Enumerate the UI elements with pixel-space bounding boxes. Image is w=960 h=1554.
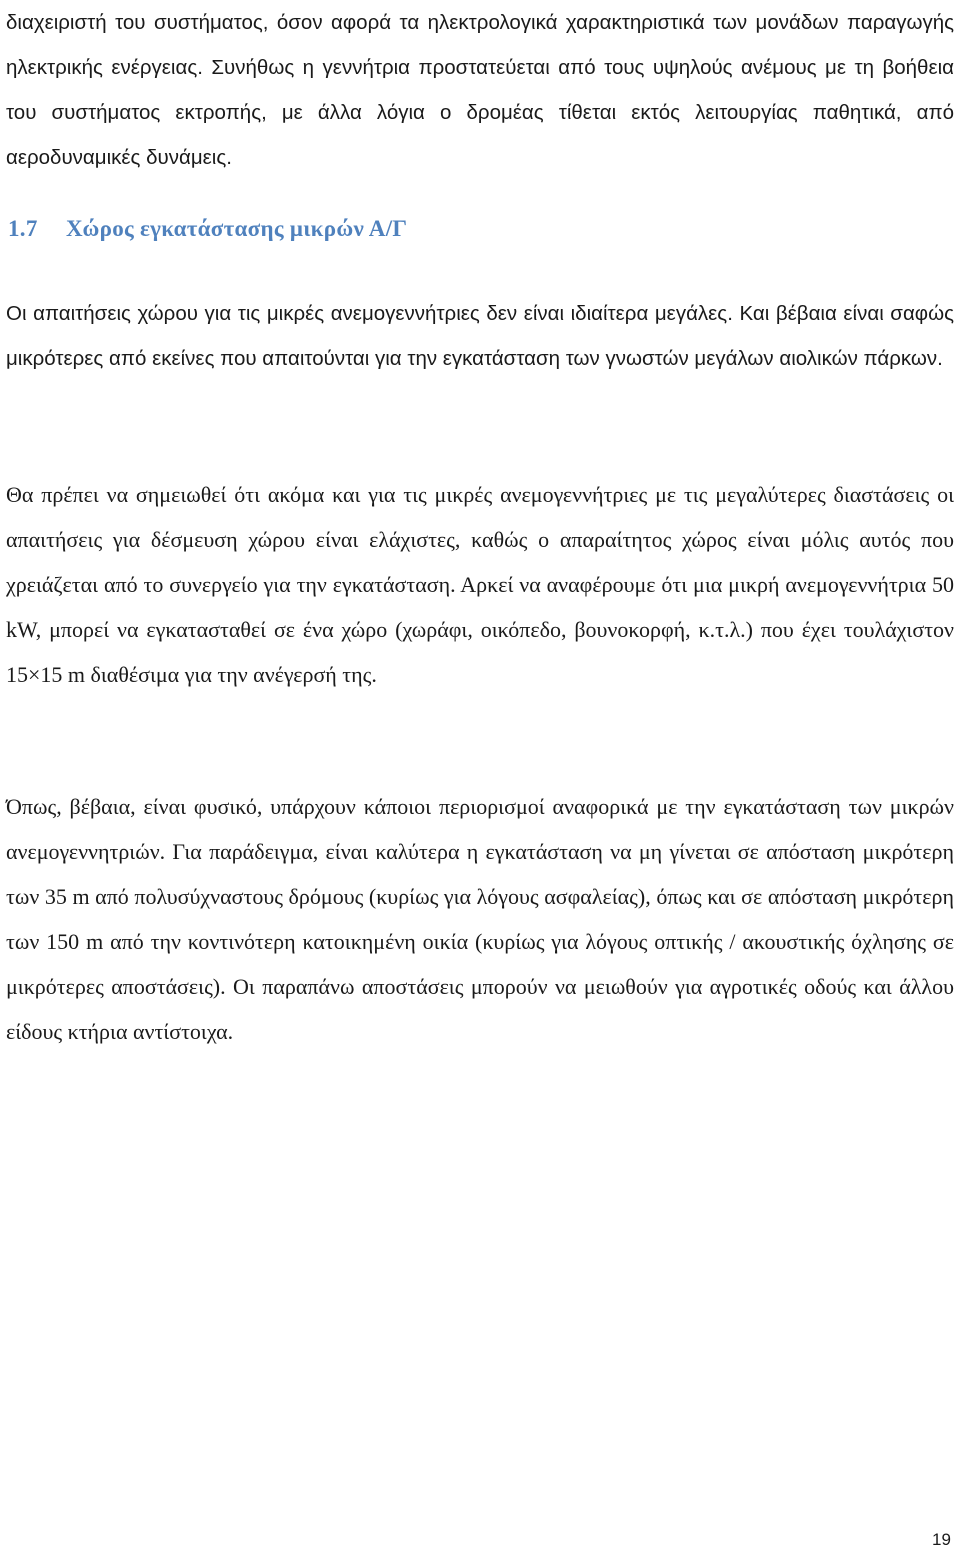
- body-paragraph-space-requirements: Οι απαιτήσεις χώρου για τις μικρές ανεμογεννήτριες δεν είναι ιδιαίτερα μεγάλες. Και βέβαια είναι σαφώς μικρότερες από εκείνες που απαιτούνται για την εγκατάσταση των γνωστών μεγάλων αιολικών πάρκων.: [6, 302, 954, 370]
- body-paragraph-minimal-space: Θα πρέπει να σημειωθεί ότι ακόμα και για τις μικρές ανεμογεννήτριες με τις μεγαλύτερες διαστάσεις οι απαιτήσεις για δέσμευση χώρου είναι ελάχιστες, καθώς ο απαραίτητος χώρος είναι μόλις αυτός που χρειάζεται από το συνεργείο για την εγκατάσταση. Αρκεί να αναφέρουμε ότι μια μικρή ανεμογεννήτρια 50 kW, μπορεί να εγκατασταθεί σε ένα χώρο (χωράφι, οικόπεδο, βουνοκορφή, κ.τ.λ.) που έχει τουλάχιστον 15×15 m διαθέσιμα για την ανέγερσή της.: [6, 482, 954, 687]
- intro-paragraph: διαχειριστή του συστήματος, όσον αφορά τα ηλεκτρολογικά χαρακτηριστικά των μονάδων παραγωγής ηλεκτρικής ενέργειας. Συνήθως η γεννήτρια προστατεύεται από τους υψηλούς ανέμους με τη βοήθεια του συστήματος εκτροπής, με άλλα λόγια ο δρομέας τίθεται εκτός λειτουργίας παθητικά, από αεροδυναμικές δυνάμεις.: [6, 11, 954, 169]
- page-number: 19: [932, 1530, 951, 1549]
- section-title: Χώρος εγκατάστασης μικρών Α/Γ: [66, 216, 408, 241]
- section-number: 1.7: [8, 216, 38, 241]
- body-paragraph-restrictions: Όπως, βέβαια, είναι φυσικό, υπάρχουν κάποιοι περιορισμοί αναφορικά με την εγκατάσταση των μικρών ανεμογεννητριών. Για παράδειγμα, είναι καλύτερα η εγκατάσταση να μη γίνεται σε απόσταση μικρότερη των 35 m από πολυσύχναστους δρόμους (κυρίως για λόγους ασφαλείας), όπως και σε απόσταση μικρότερη των 150 m από την κοντινότερη κατοικημένη οικία (κυρίως για λόγους οπτικής / ακουστικής όχλησης σε μικρότερες αποστάσεις). Οι παραπάνω αποστάσεις μπορούν να μειωθούν για αγροτικές οδούς και άλλου είδους κτήρια αντίστοιχα.: [6, 794, 954, 1044]
- section-heading: [8, 216, 407, 242]
